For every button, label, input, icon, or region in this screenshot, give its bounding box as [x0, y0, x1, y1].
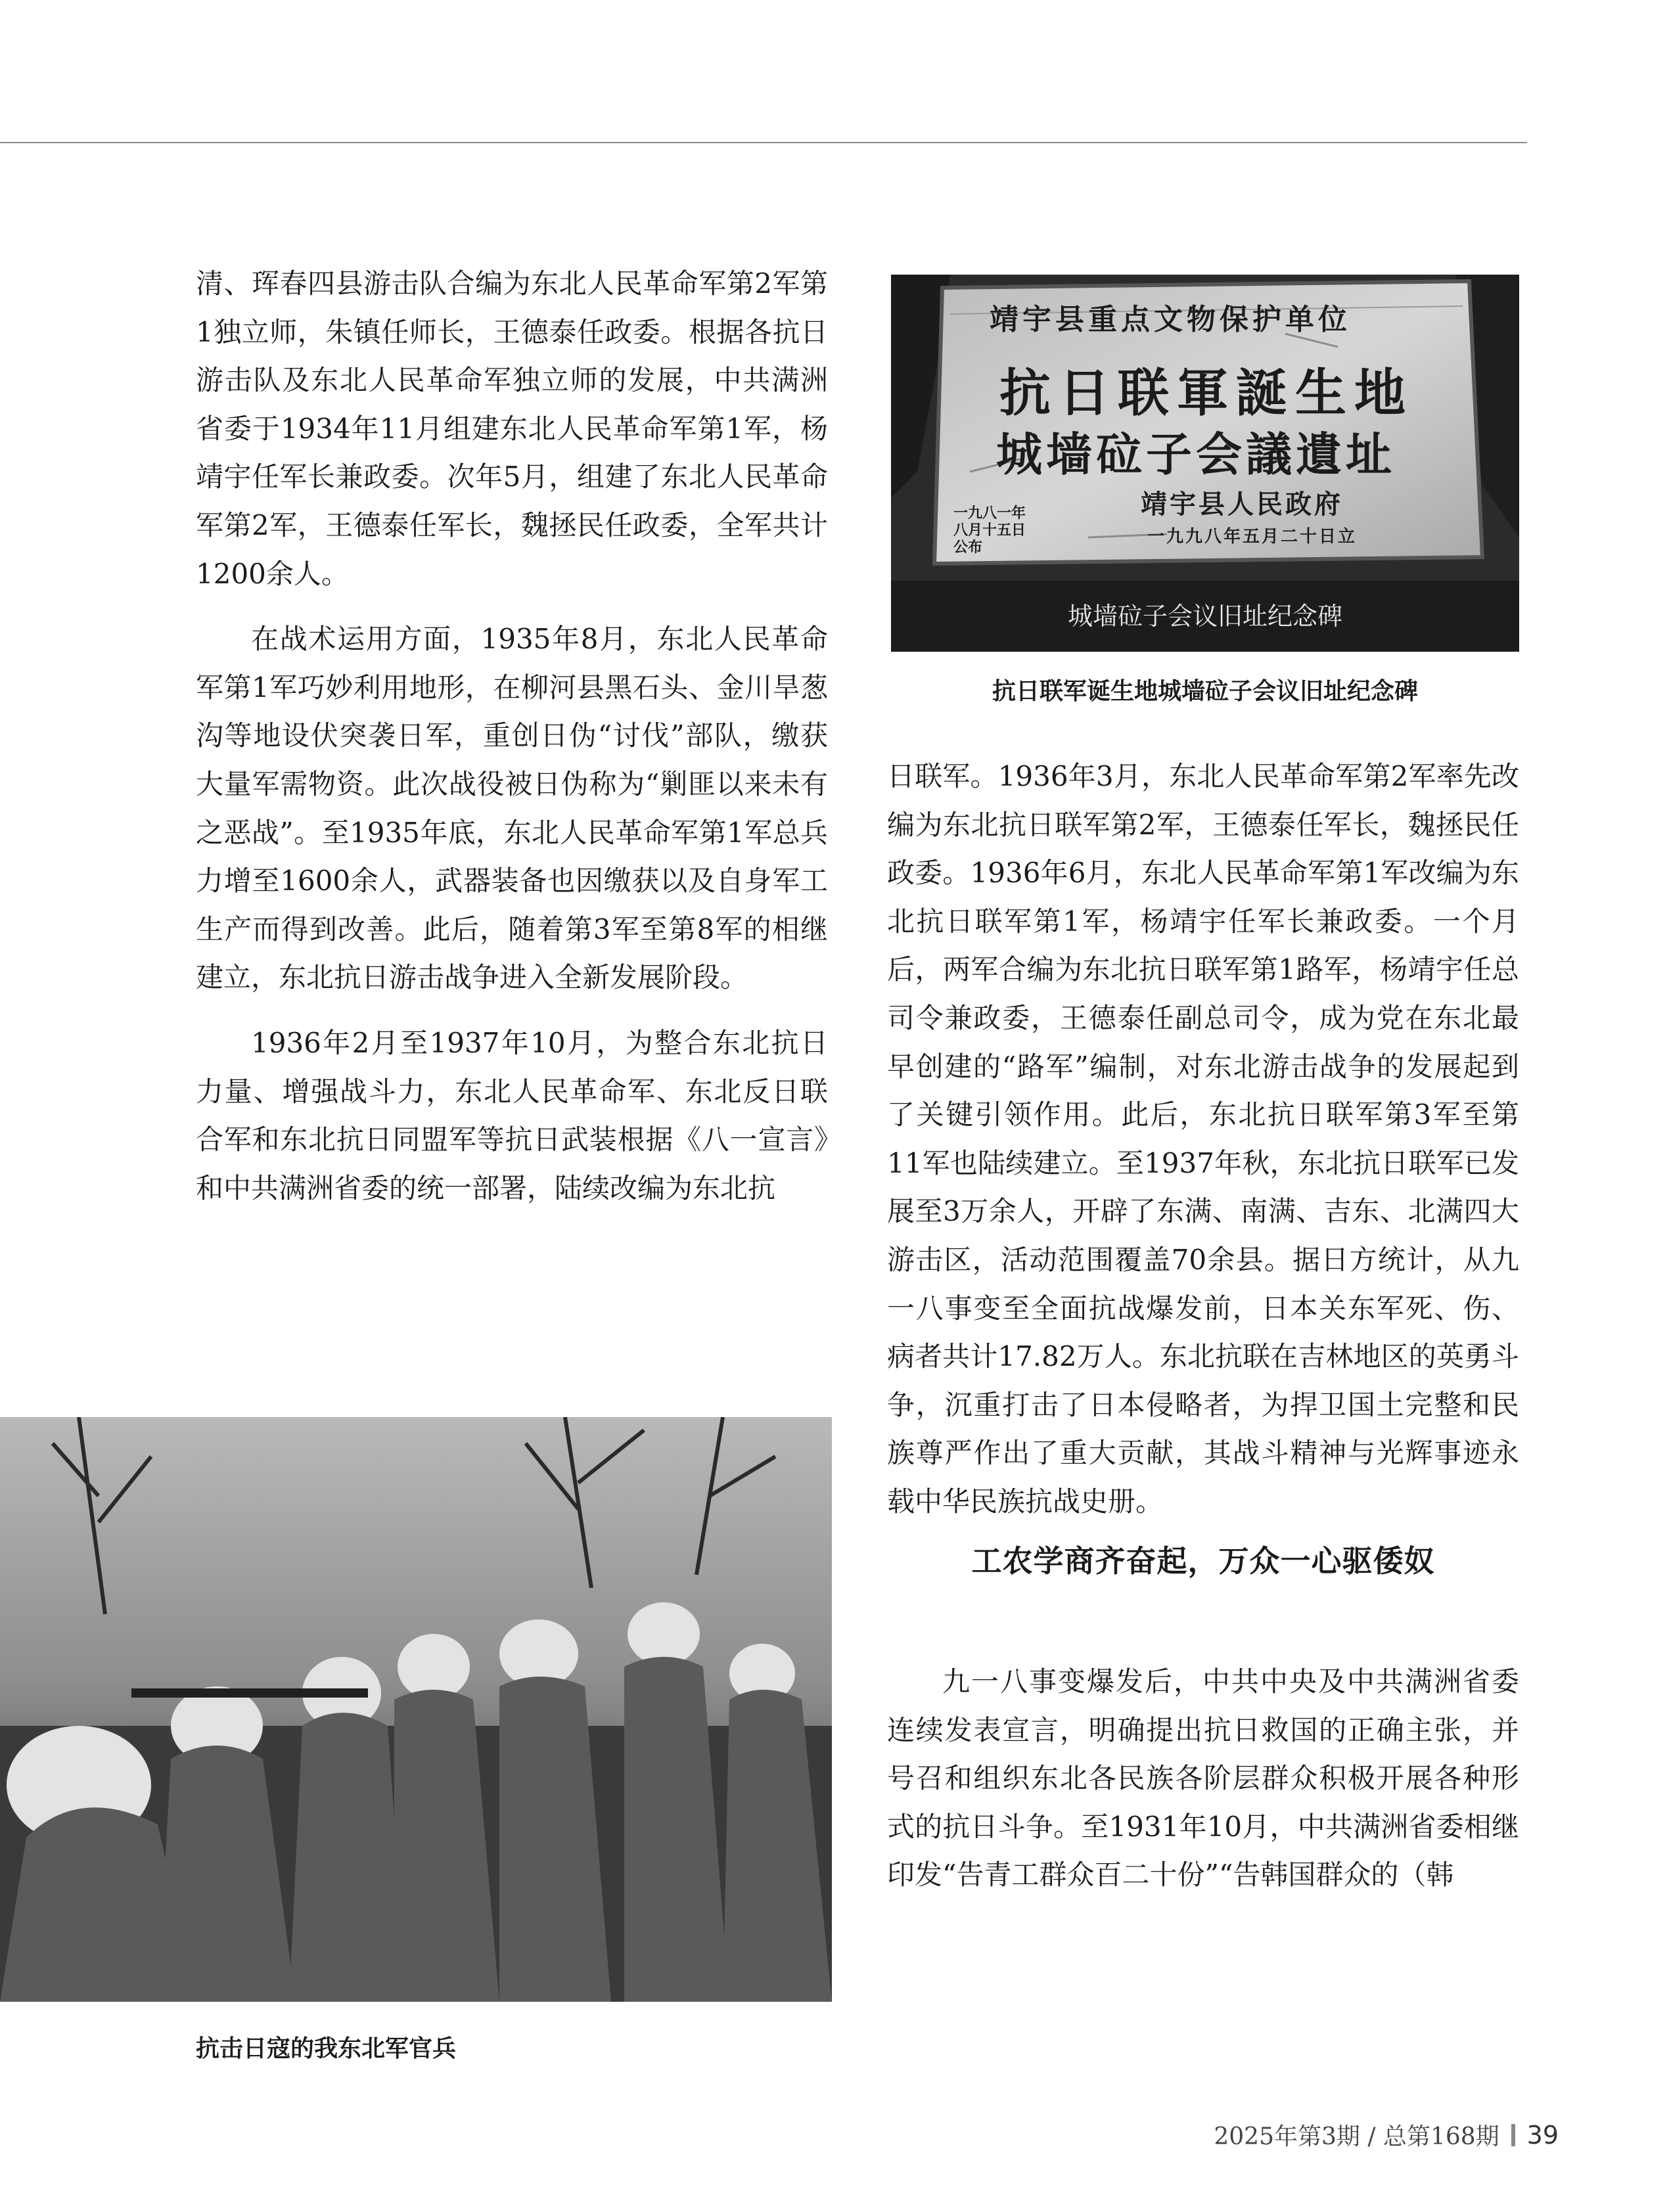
stone-line-3: 城墙砬子会議遺址: [996, 427, 1396, 482]
paragraph-2: 在战术运用方面，1935年8月，东北人民革命军第1军巧妙利用地形，在柳河县黑石头、金川旱葱沟等地设伏突袭日军，重创日伪“讨伐”部队，缴获大量军需物资。此次战役被日伪称为“剿匪以来未有之恶战”。至1935年底，东北人民革命军第1军总兵力增至1600余人，武器装备也因缴获以及自身军工生产而得到改善。此后，随着第3军至第8军的相继建立，东北抗日游击战争进入全新发展阶段。: [196, 623, 828, 994]
section-heading: 工农学商齐奋起，万众一心驱倭奴: [971, 1543, 1435, 1579]
issue-info: 2025年第3期 / 总第168期: [1214, 2123, 1499, 2150]
right-column: [887, 752, 1519, 1526]
page-footer: [1214, 2118, 1559, 2152]
monument-inphoto-caption: 城墙砬子会议旧址纪念碑: [891, 581, 1519, 652]
stone-line-1: 靖宇县重点文物保护单位: [990, 303, 1351, 336]
page-number: 39: [1526, 2120, 1559, 2150]
monument-photo: [891, 275, 1519, 652]
soldiers-photo-illustration: [0, 1417, 832, 2002]
monument-caption: 抗日联军诞生地城墙砬子会议旧址纪念碑: [992, 678, 1418, 705]
paragraph-5: 九一八事变爆发后，中共中央及中共满洲省委连续发表宣言，明确提出抗日救国的正确主张，并号召和组织东北各民族各阶层群众积极开展各种形式的抗日斗争。至1931年10月，中共满洲省委相继印发“告青工群众百二十份”“告韩国群众的（韩: [887, 1665, 1519, 1891]
stone-line-2: 抗日联軍誕生地: [999, 363, 1414, 423]
soldiers-photo: [0, 1417, 832, 2002]
footer-divider: [1511, 2124, 1515, 2146]
stone-line-5: 一九九八年五月二十日立: [1147, 527, 1358, 547]
paragraph-4: 日联军。1936年3月，东北人民革命军第2军率先改编为东北抗日联军第2军，王德泰任军长，魏拯民任政委。1936年6月，东北人民革命军第1军改编为东北抗日联军第1军，杨靖宇任军长兼政委。一个月后，两军合编为东北抗日联军第1路军，杨靖宇任总司令兼政委，王德泰任副总司令，成为党在东北最早创建的“路军”编制，对东北游击战争的发展起到了关键引领作用。此后，东北抗日联军第3军至第11军也陆续建立。至1937年秋，东北抗日联军已发展至3万余人，开辟了东满、南满、吉东、北满四大游击区，活动范围覆盖70余县。据日方统计，从九一八事变至全面抗战爆发前，日本关东军死、伤、病者共计17.82万人。东北抗联在吉林地区的英勇斗争，沉重打击了日本侵略者，为捍卫国土完整和民族尊严作出了重大贡献，其战斗精神与光辉事迹永载中华民族抗战史册。: [887, 760, 1519, 1518]
soldiers-caption: 抗击日寇的我东北军官兵: [196, 2035, 457, 2062]
left-column: [196, 260, 828, 1212]
paragraph-3: 1936年2月至1937年10月，为整合东北抗日力量、增强战斗力，东北人民革命军、东北反日联合军和东北抗日同盟军等抗日武装根据《八一宣言》和中共满洲省委的统一部署，陆续改编为东北抗: [196, 1026, 828, 1204]
paragraph-1: 清、珲春四县游击队合编为东北人民革命军第2军第1独立师，朱镇任师长，王德泰任政委。根据各抗日游击队及东北人民革命军独立师的发展，中共满洲省委于1934年11月组建东北人民革命军第1军，杨靖宇任军长兼政委。次年5月，组建了东北人民革命军第2军，王德泰任军长，魏拯民任政委，全军共计1200余人。: [196, 267, 828, 590]
stone-side-text: 一九八一年八月十五日公布: [953, 505, 1026, 556]
stone-line-4: 靖宇县人民政府: [1141, 489, 1343, 520]
top-rule: [0, 142, 1527, 143]
right-column-section: [887, 1658, 1519, 1899]
